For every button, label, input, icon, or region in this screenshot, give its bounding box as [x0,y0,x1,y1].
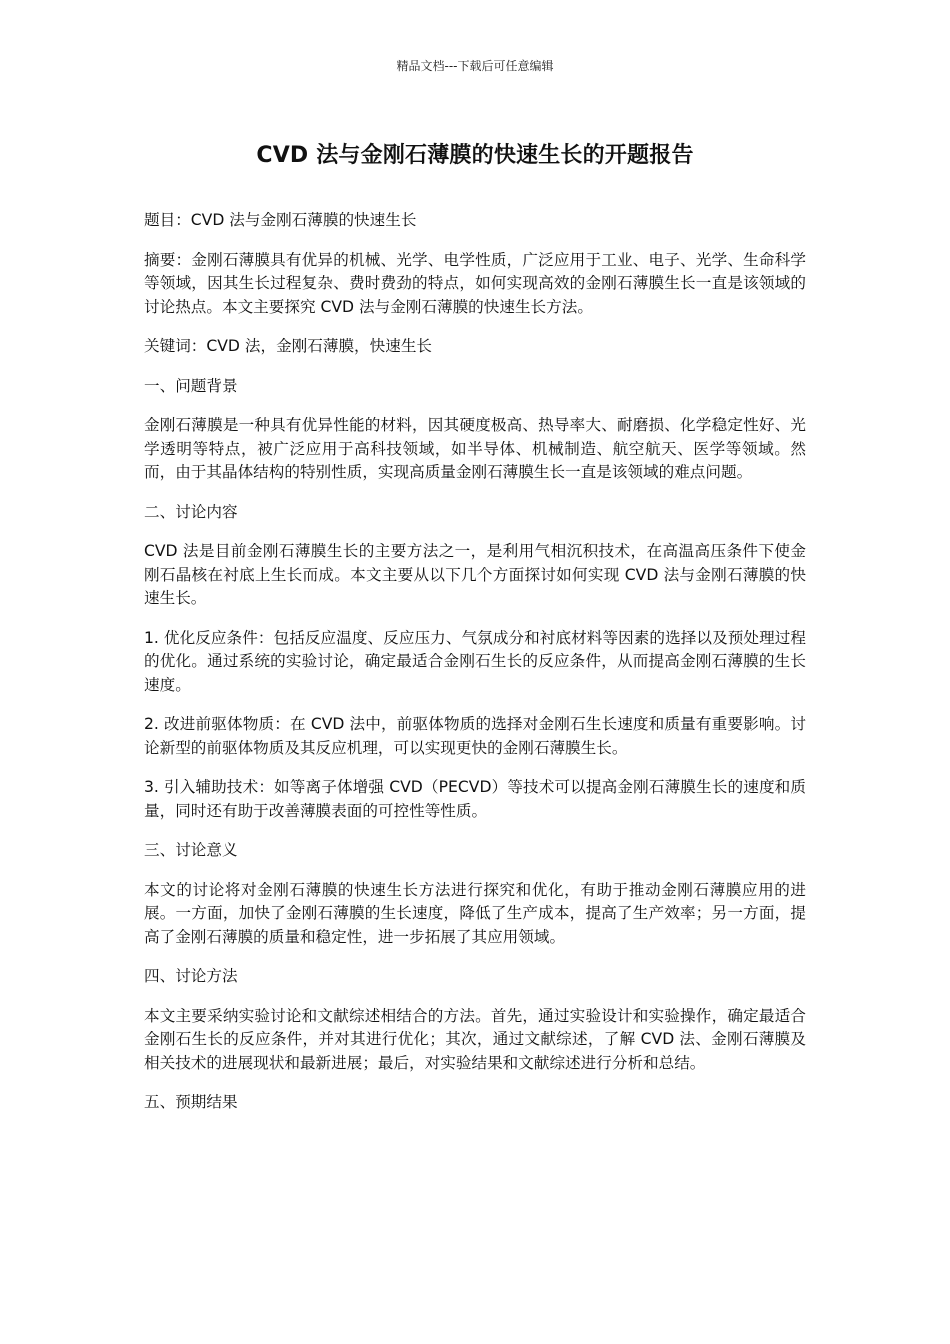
section-heading-expected-results: 五、预期结果 [144,1093,238,1111]
topic-line: 题目：CVD 法与金刚石薄膜的快速生长 [144,211,417,229]
section-heading-method: 四、讨论方法 [144,967,238,985]
background-paragraph: 金刚石薄膜是一种具有优异性能的材料，因其硬度极高、热导率大、耐磨损、化学稳定性好、光学透明等特点，被广泛应用于高科技领域，如半导体、机械制造、航空航天、医学等领域。然而，由于其晶体结构的特别性质，实现高质量金刚石薄膜生长一直是该领域的难点问题。 [144,416,806,481]
keywords-line: 关键词：CVD 法，金刚石薄膜，快速生长 [144,337,433,355]
section-heading-background: 一、问题背景 [144,376,238,395]
section-heading-significance: 三、讨论意义 [144,841,238,859]
content-item-1: 1. 优化反应条件：包括反应温度、反应压力、气氛成分和衬底材料等因素的选择以及预处理过程的优化。通过系统的实验讨论，确定最适合金刚石生长的反应条件，从而提高金刚石薄膜的生长速度。 [144,628,806,694]
content-item-2: 2. 改进前驱体物质：在 CVD 法中，前驱体物质的选择对金刚石生长速度和质量有重要影响。讨论新型的前驱体物质及其反应机理，可以实现更快的金刚石薄膜生长。 [144,715,806,757]
content-intro-paragraph: CVD 法是目前金刚石薄膜生长的主要方法之一，是利用气相沉积技术，在高温高压条件下使金刚石晶核在衬底上生长而成。本文主要从以下几个方面探讨如何实现 CVD 法与金刚石薄膜的快速生长。 [144,542,806,607]
content-item-3: 3. 引入辅助技术：如等离子体增强 CVD（PECVD）等技术可以提高金刚石薄膜生长的速度和质量，同时还有助于改善薄膜表面的可控性等性质。 [144,778,806,820]
header-note: 精品文档---下载后可任意编辑 [396,59,554,73]
section-heading-content: 二、讨论内容 [144,502,238,521]
document-title: CVD 法与金刚石薄膜的快速生长的开题报告 [256,143,694,168]
abstract-paragraph: 摘要：金刚石薄膜具有优异的机械、光学、电学性质，广泛应用于工业、电子、光学、生命科学等领域，因其生长过程复杂、费时费劲的特点，如何实现高效的金刚石薄膜生长一直是该领域的讨论热点。本文主要探究 CVD 法与金刚石薄膜的快速生长方法。 [144,250,806,316]
document-body [144,209,806,1131]
method-paragraph: 本文主要采纳实验讨论和文献综述相结合的方法。首先，通过实验设计和实验操作，确定最适合金刚石生长的反应条件，并对其进行优化；其次，通过文献综述，了解 CVD 法、金刚石薄膜及相关技术的进展现状和最新进展；最后，对实验结果和文献综述进行分析和总结。 [144,1006,806,1072]
significance-paragraph: 本文的讨论将对金刚石薄膜的快速生长方法进行探究和优化，有助于推动金刚石薄膜应用的进展。一方面，加快了金刚石薄膜的生长速度，降低了生产成本，提高了生产效率；另一方面，提高了金刚石薄膜的质量和稳定性，进一步拓展了其应用领域。 [144,880,806,946]
